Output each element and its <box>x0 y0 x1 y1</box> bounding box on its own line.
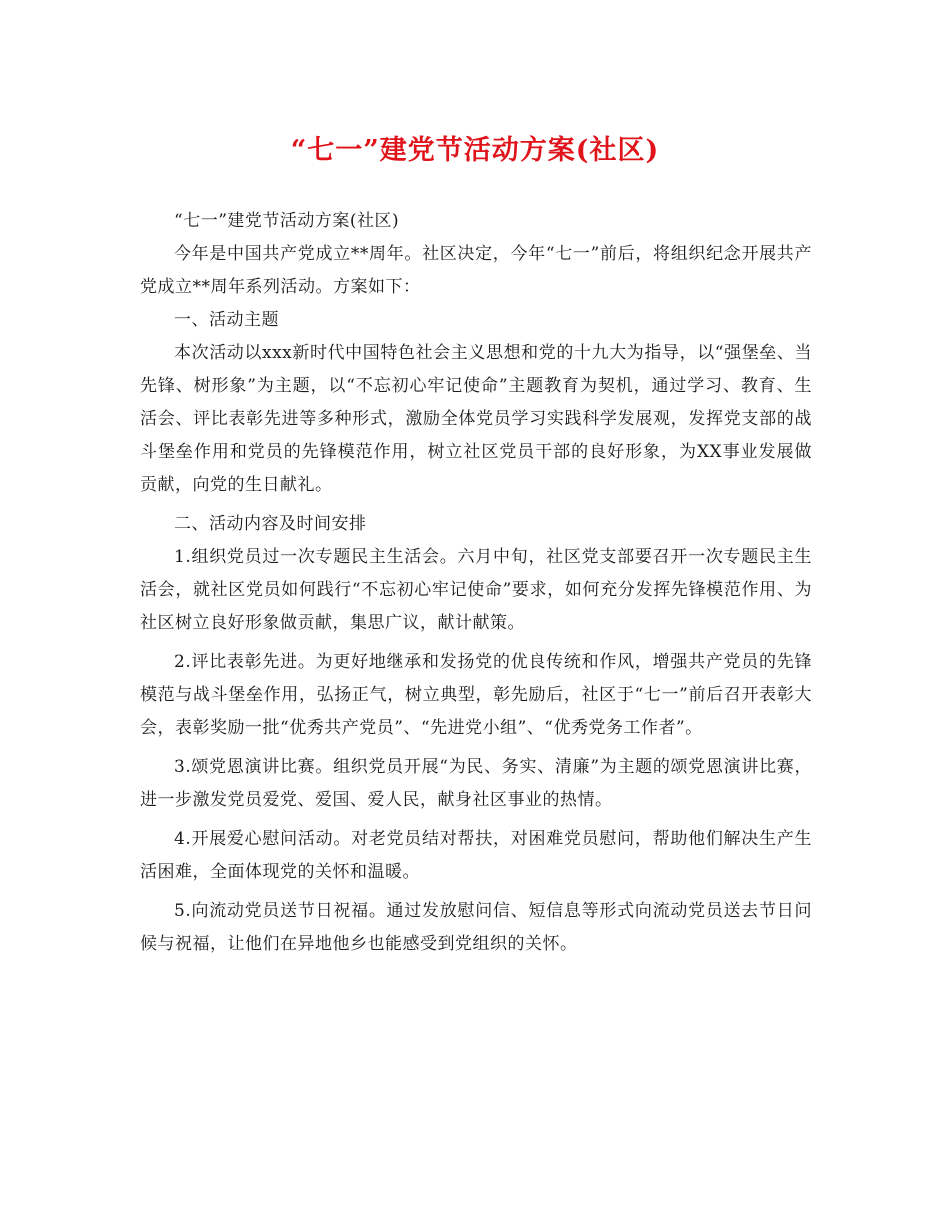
item-paragraph-4: 4.开展爱心慰问活动。对老党员结对帮扶，对困难党员慰问，帮助他们解决生产生活困难，全面体现党的关怀和温暖。 <box>140 829 812 882</box>
item-paragraph-5: 5.向流动党员送节日祝福。通过发放慰问信、短信息等形式向流动党员送去节日问候与祝福，让他们在异地他乡也能感受到党组织的关怀。 <box>140 901 812 954</box>
section-heading-content: 二、活动内容及时间安排 <box>174 514 367 534</box>
subtitle-paragraph: “七一”建党节活动方案(社区) <box>174 211 400 231</box>
theme-paragraph: 本次活动以xxx新时代中国特色社会主义思想和党的十九大为指导，以“强堡垒、当先锋、树形象”为主题，以“不忘初心牢记使命”主题教育为契机，通过学习、教育、生活会、评比表彰先进等多种形式，激励全体党员学习实践科学发展观，发挥党支部的战斗堡垒作用和党员的先锋模范作用，树立社区党员干部的良好形象，为XX事业发展做贡献，向党的生日献礼。 <box>140 343 812 495</box>
section-heading-theme: 一、活动主题 <box>174 310 279 330</box>
item-paragraph-3: 3.颂党恩演讲比赛。组织党员开展“为民、务实、清廉”为主题的颂党恩演讲比赛，进一步激发党员爱党、爱国、爱人民，献身社区事业的热情。 <box>140 757 812 810</box>
intro-paragraph: 今年是中国共产党成立**周年。社区决定，今年“七一”前后，将组织纪念开展共产党成立**周年系列活动。方案如下： <box>140 244 812 297</box>
document-body <box>140 205 812 961</box>
item-paragraph-1: 1.组织党员过一次专题民主生活会。六月中旬，社区党支部要召开一次专题民主生活会，就社区党员如何践行“不忘初心牢记使命”要求，如何充分发挥先锋模范作用、为社区树立良好形象做贡献，集思广议，献计献策。 <box>140 547 812 633</box>
document-title: “七一”建党节活动方案(社区) <box>290 135 660 166</box>
item-paragraph-2: 2.评比表彰先进。为更好地继承和发扬党的优良传统和作风，增强共产党员的先锋模范与战斗堡垒作用，弘扬正气，树立典型，彰先励后，社区于“七一”前后召开表彰大会，表彰奖励一批“优秀共产党员”、“先进党小组”、“优秀党务工作者”。 <box>140 652 812 738</box>
